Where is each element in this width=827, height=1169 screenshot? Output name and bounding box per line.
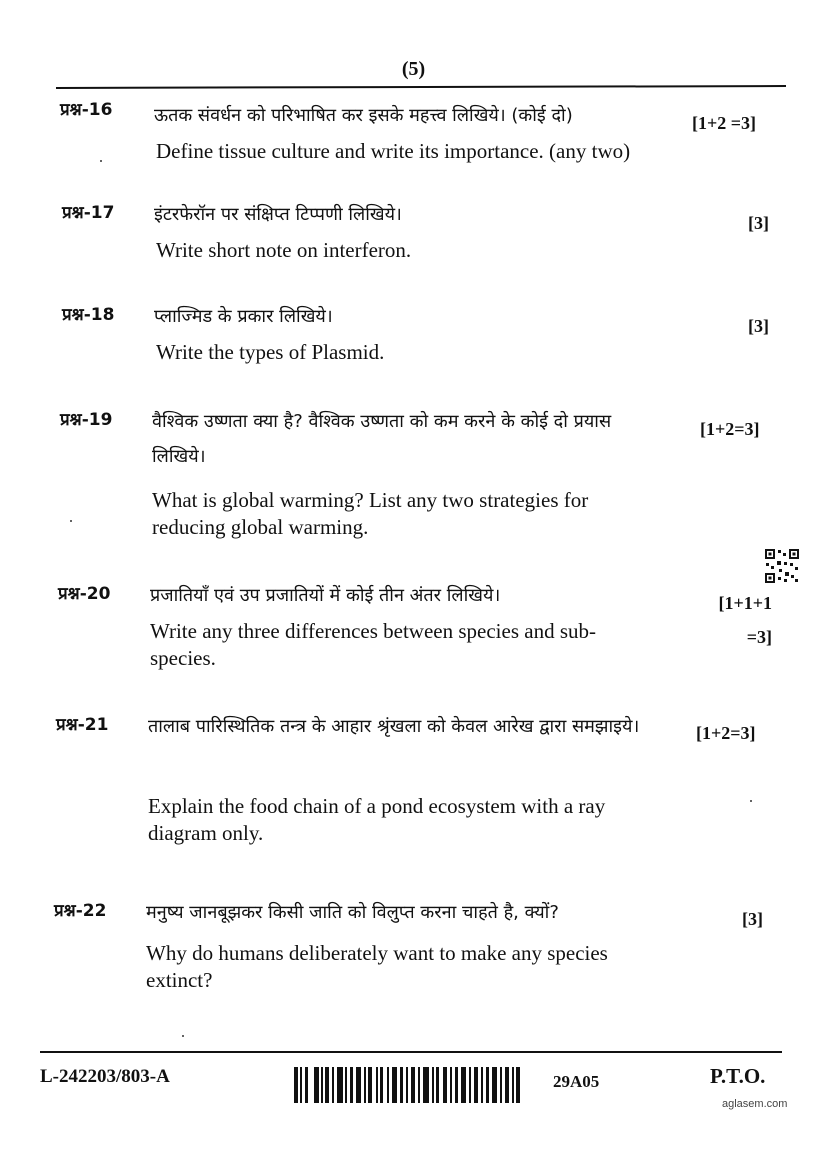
question-label: प्रश्न-16 — [60, 100, 113, 120]
question-english: What is global warming? List any two strategies for reducing global warming. — [152, 488, 589, 539]
question-english: Why do humans deliberately want to make any species extinct? — [146, 941, 608, 992]
question-marks: [3] — [748, 316, 769, 336]
barcode-icon — [294, 1067, 520, 1103]
question-marks: [1+1+1 =3] — [718, 593, 772, 647]
question-english: Define tissue culture and write its importance. (any two) — [156, 139, 631, 163]
question-label: प्रश्न-18 — [62, 305, 115, 325]
qr-code-icon — [764, 548, 800, 584]
scan-speck — [100, 160, 102, 162]
question-marks: [1+2=3] — [696, 723, 756, 743]
question-marks: [1+2=3] — [700, 419, 760, 439]
question-label: प्रश्न-19 — [60, 410, 113, 430]
question-english: Explain the food chain of a pond ecosystem with a ray diagram only. — [148, 794, 606, 845]
question-label: प्रश्न-22 — [54, 901, 107, 921]
question-hindi: तालाब पारिस्थितिक तन्त्र के आहार श्रृंखला को केवल आरेख द्वारा समझाइये। — [148, 716, 640, 737]
question-label: प्रश्न-20 — [58, 584, 111, 604]
question-hindi: ऊतक संवर्धन को परिभाषित कर इसके महत्त्व लिखिये। (कोई दो) — [154, 105, 573, 126]
question-english: Write any three differences between species and sub-species. — [150, 619, 596, 670]
question-hindi: वैश्विक उष्णता क्या है? वैश्विक उष्णता को कम करने के कोई दो प्रयास लिखिये। — [152, 411, 612, 467]
watermark: aglasem.com — [722, 1098, 788, 1110]
question-hindi: प्रजातियाँ एवं उप प्रजातियों में कोई तीन अंतर लिखिये। — [150, 585, 501, 606]
top-divider — [56, 85, 786, 89]
question-marks: [1+2 =3] — [692, 113, 757, 133]
paper-code: 29A05 — [553, 1072, 600, 1091]
question-hindi: इंटरफेरॉन पर संक्षिप्त टिप्पणी लिखिये। — [154, 204, 402, 225]
scan-speck — [750, 800, 752, 802]
scan-speck — [182, 1035, 184, 1037]
bottom-divider — [40, 1051, 782, 1053]
question-english: Write the types of Plasmid. — [156, 340, 385, 364]
pto-label: P.T.O. — [710, 1064, 766, 1088]
question-label: प्रश्न-17 — [62, 203, 115, 223]
page-number: (5) — [401, 58, 426, 80]
question-marks: [3] — [748, 213, 769, 233]
question-marks: [3] — [742, 909, 763, 929]
scan-speck — [70, 520, 72, 522]
question-hindi: प्लाज्मिड के प्रकार लिखिये। — [154, 306, 333, 327]
question-label: प्रश्न-21 — [56, 715, 109, 735]
question-english: Write short note on interferon. — [156, 238, 412, 262]
document-code: L-242203/803-A — [40, 1066, 170, 1087]
question-hindi: मनुष्य जानबूझकर किसी जाति को विलुप्त करना चाहते है, क्यों? — [146, 902, 559, 923]
